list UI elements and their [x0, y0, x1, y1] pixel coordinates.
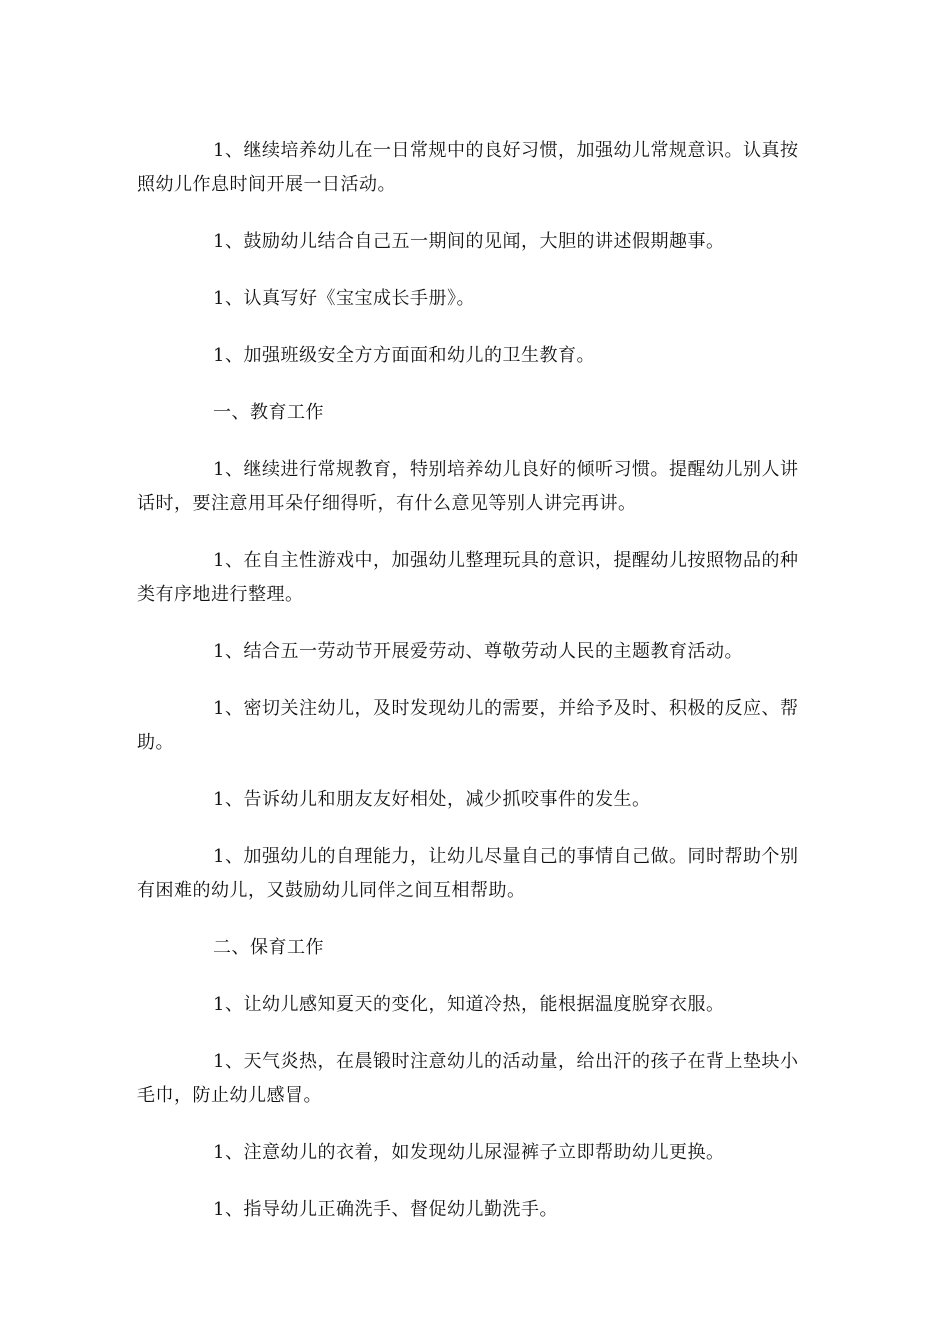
paragraph-may-day-stories: 1、鼓励幼儿结合自己五一期间的见闻，大胆的讲述假期趣事。 [213, 231, 725, 252]
section-heading-education: 一、教育工作 [213, 402, 324, 423]
section-heading-care: 二、保育工作 [213, 937, 324, 958]
paragraph-attention-needs: 1、密切关注幼儿，及时发现幼儿的需要，并给予及时、积极的反应、帮助。 [137, 698, 799, 753]
paragraph-tidy-toys: 1、在自主性游戏中，加强幼儿整理玩具的意识，提醒幼儿按照物品的种类有序地进行整理。 [137, 550, 799, 605]
document-body [137, 134, 805, 1250]
paragraph-safety-hygiene: 1、加强班级安全方方面面和幼儿的卫生教育。 [213, 345, 595, 366]
paragraph-clothing-change: 1、注意幼儿的衣着，如发现幼儿尿湿裤子立即帮助幼儿更换。 [213, 1142, 725, 1163]
paragraph-morning-exercise: 1、天气炎热，在晨锻时注意幼儿的活动量，给出汗的孩子在背上垫块小毛巾，防止幼儿感冒。 [137, 1051, 799, 1106]
paragraph-labor-day: 1、结合五一劳动节开展爱劳动、尊敬劳动人民的主题教育活动。 [213, 641, 743, 662]
paragraph-routine-habits: 1、继续培养幼儿在一日常规中的良好习惯，加强幼儿常规意识。认真按照幼儿作息时间开展一日活动。 [137, 140, 799, 195]
paragraph-listening-habits: 1、继续进行常规教育，特别培养幼儿良好的倾听习惯。提醒幼儿别人讲话时，要注意用耳朵仔细得听，有什么意见等别人讲完再讲。 [137, 459, 799, 514]
paragraph-friendship: 1、告诉幼儿和朋友友好相处，减少抓咬事件的发生。 [213, 789, 651, 810]
paragraph-hand-washing: 1、指导幼儿正确洗手、督促幼儿勤洗手。 [213, 1199, 558, 1220]
paragraph-summer-clothing: 1、让幼儿感知夏天的变化，知道冷热，能根据温度脱穿衣服。 [213, 994, 725, 1015]
paragraph-growth-handbook: 1、认真写好《宝宝成长手册》。 [213, 288, 475, 309]
paragraph-self-care: 1、加强幼儿的自理能力，让幼儿尽量自己的事情自己做。同时帮助个别有困难的幼儿，又鼓励幼儿同伴之间互相帮助。 [137, 846, 799, 901]
